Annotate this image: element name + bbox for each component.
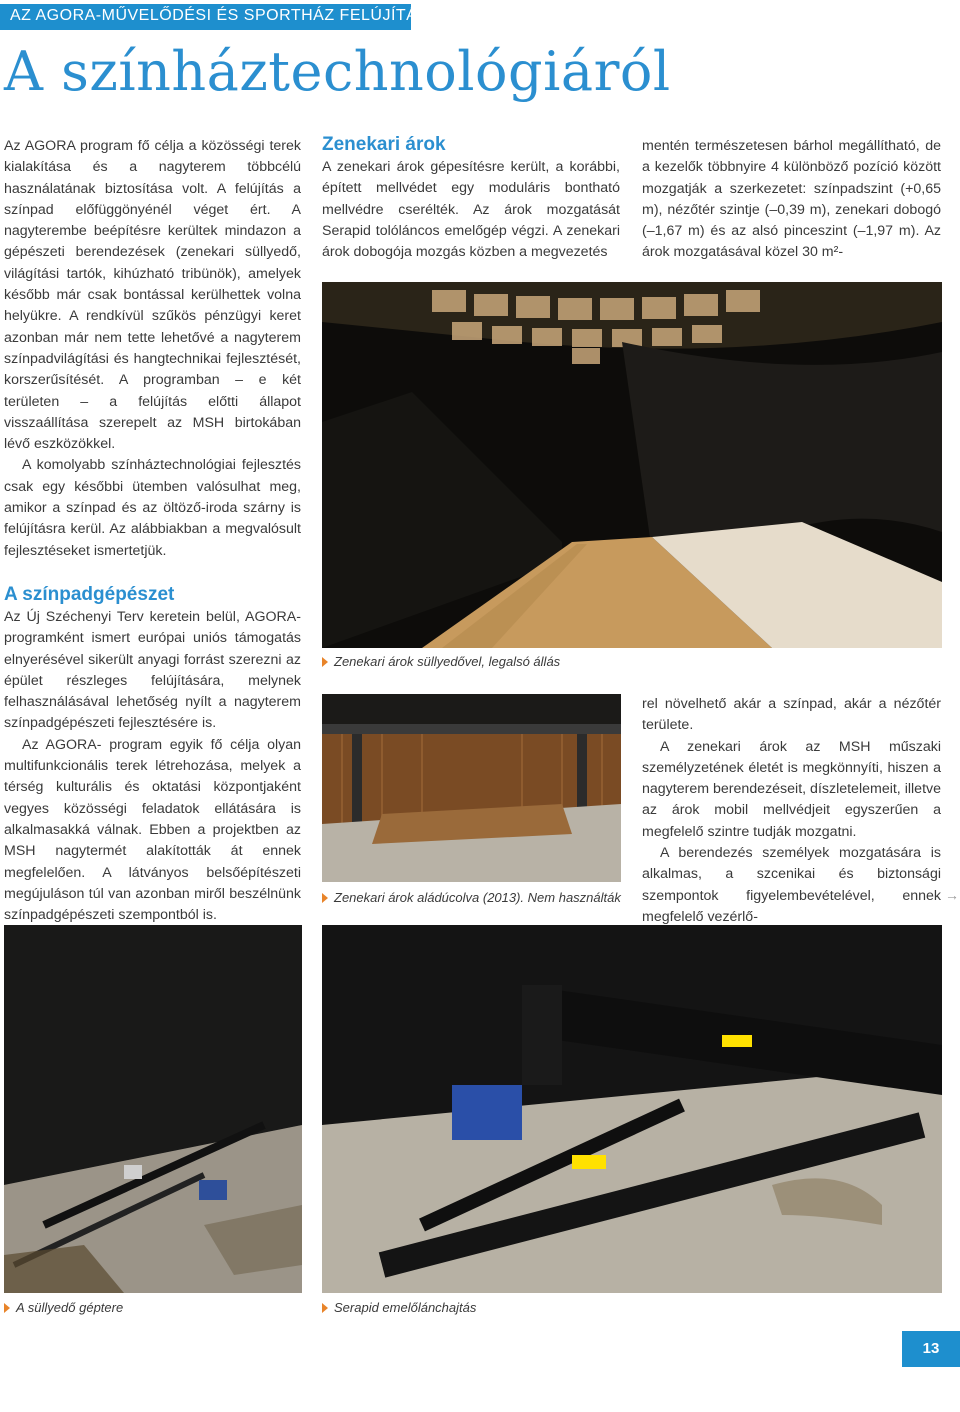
paragraph: rel növelhető akár a színpad, akár a nézőtér területe. xyxy=(642,696,941,734)
paragraph: A berendezés személyek mozgatására is alkalmas, a szcenikai és biztonsági szempontok figyelembevételével, ennek megfelelő vezérlő- xyxy=(642,845,941,925)
caption-serapid-drive: Serapid emelőlánchajtás xyxy=(322,1300,476,1315)
page-title: A színháztechnológiáról xyxy=(4,40,671,103)
paragraph: A zenekari árok gépesítésre került, a korábbi, épített mellvédet egy moduláris bontható mellvédre cserélték. Az árok mozgatását Serapid tolóláncos emelőgép végzi. A zenekari árok dobogója mozgás közben a megvezetés xyxy=(322,159,620,261)
paragraph: Az AGORA program fő célja a közösségi terek kialakítása és a nagyterem többcélú használatának biztosítása volt. A felújítás a színpad előfüggönyénél véget ért. A nagyterembe beépítésre kerültek mindazon a gépészeti berendezések (zenekari süllyedő, világítási tartók, kihúzható tribünök), amelyek később már csak bontással kerülhettek volna helyükre. A rendkívül szűkös pénzügyi keret azonban már nem tette lehetővé a nagyterem színpadvilágítási és hangtechnikai fejlesztését, korszerűsítését. A programban – e két területen – a felújítás előtti állapot visszaállítása szerepelt az MSH birtokában lévő eszközökkel. xyxy=(4,138,301,453)
section-heading-zenekari-arok: Zenekari árok xyxy=(322,134,446,155)
bullet-triangle-icon xyxy=(322,657,328,667)
bullet-triangle-icon xyxy=(322,1303,328,1313)
continue-arrow-icon: → xyxy=(945,887,959,903)
photo-machine-room xyxy=(4,925,302,1293)
paragraph: mentén természetesen bárhol megállítható, de a kezelők többnyire 4 különböző pozíció között mozgatják a szerkezetet: színpadszint (+0,65 m), nézőtér szintje (–0,39 m), zenekari dobogó (–1,67 m) és az alsó pinceszint (–1,97 m). Az árok mozgatásával közel 30 m²- xyxy=(642,138,941,261)
bullet-triangle-icon xyxy=(4,1303,10,1313)
column-3-bottom xyxy=(642,694,941,928)
paragraph: Az Új Széchenyi Terv keretein belül, AGORA-programként ismert európai uniós támogatás elnyerésével sikerült anyagi forrást szerezni az épület részleges felújítására, melynek felhasználásával lehetőség nyílt a nagyterem színpadgépészeti fejlesztésére is. xyxy=(4,608,301,732)
caption-orchestra-pit: Zenekari árok süllyedővel, legalsó állás xyxy=(322,654,560,669)
photo-orchestra-pit xyxy=(322,282,942,648)
column-2 xyxy=(322,133,620,263)
section-heading-szinpadgepeszet: A színpadgépészet xyxy=(4,583,175,605)
caption-machine-room: A süllyedő géptere xyxy=(4,1300,123,1315)
page-number-badge: 13 xyxy=(902,1331,960,1367)
paragraph: Az AGORA- program egyik fő célja olyan multifunkcionális terek létrehozása, melyek a térség kulturális és oktatási központjaként vegyes közösségi feladatok ellátására is alkalmasakká válnak. Ebben a projektben az MSH nagytermét alakították át ennek megfelelően. A látványos belsőépítészeti megújuláson túl van azonban miről beszélnünk színpadgépészeti szempontból is. xyxy=(4,736,301,924)
photo-orchestra-pit-propped xyxy=(322,694,621,882)
paragraph: A zenekari árok az MSH műszaki személyzetének életét is megkönnyíti, hiszen a nagyterem berendezéseit, díszletelemeit, illetve az árok mobil mellvédjeit egyszerűen a megfelelő szintre tudják mozgatni. xyxy=(642,738,941,840)
caption-orchestra-pit-propped: Zenekari árok aládúcolva (2013). Nem használták xyxy=(322,890,621,905)
column-3-top xyxy=(642,136,941,264)
bullet-triangle-icon xyxy=(322,893,328,903)
section-header-label: AZ AGORA-MŰVELŐDÉSI ÉS SPORTHÁZ FELÚJÍTÁSA xyxy=(10,7,440,24)
section-header-bar xyxy=(0,4,440,30)
photo-serapid-drive xyxy=(322,925,942,1293)
column-1 xyxy=(4,136,301,926)
paragraph: A komolyabb színháztechnológiai fejlesztés csak egy későbbi ütemben valósulhat meg, amikor a színpad és az öltöző-iroda szárny is felújításra kerül. Az alábbiakban a megvalósult fejlesztéseket ismertetjük. xyxy=(4,457,301,559)
